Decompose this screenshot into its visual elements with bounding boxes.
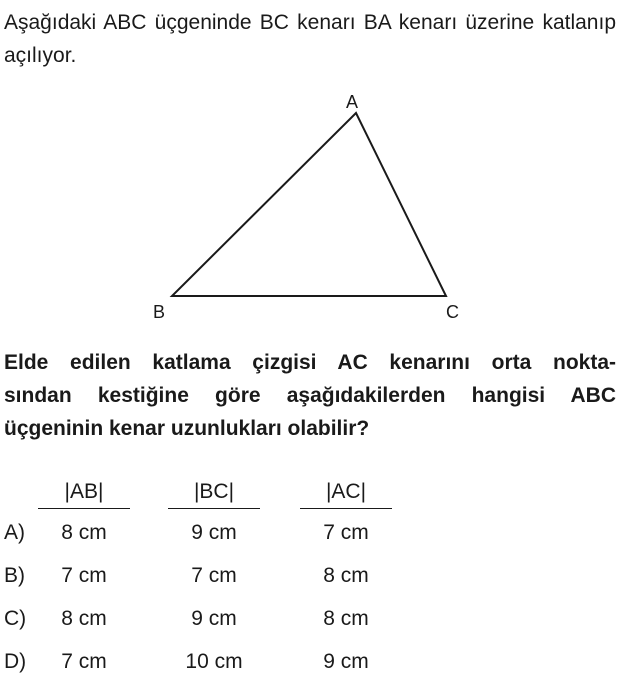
option-d-ac: 9 cm xyxy=(323,650,369,673)
question-line-2: sından kestiğine göre aşağıdakilerden hangisi ABC xyxy=(4,384,616,407)
option-b-ac: 8 cm xyxy=(323,564,369,587)
vertex-label-a: A xyxy=(346,92,359,112)
vertex-label-b: B xyxy=(153,302,166,322)
option-c-bc: 9 cm xyxy=(191,607,237,630)
column-header-ac: |AC| xyxy=(325,480,367,503)
problem-intro: Aşağıdaki ABC üçgeninde BC kenarı BA kenarı üzerine katlanıp açılıyor. xyxy=(4,11,616,67)
option-letter-c[interactable]: C) xyxy=(4,607,27,630)
option-letter-a[interactable]: A) xyxy=(4,521,25,544)
option-b-ab: 7 cm xyxy=(61,564,107,587)
option-c-ab: 8 cm xyxy=(61,607,107,630)
column-rule-ac xyxy=(300,508,392,509)
question-line-3: üçgeninin kenar uzunlukları olabilir? xyxy=(4,417,370,440)
column-header-bc: |BC| xyxy=(193,480,235,503)
option-a-ab: 8 cm xyxy=(61,521,107,544)
option-d-bc: 10 cm xyxy=(185,650,243,673)
column-rule-ab xyxy=(38,508,130,509)
option-d-ab: 7 cm xyxy=(61,650,107,673)
question-text xyxy=(4,346,616,445)
option-letter-d[interactable]: D) xyxy=(4,650,27,673)
question-line-1: Elde edilen katlama çizgisi AC kenarını orta nokta- xyxy=(4,351,616,374)
option-a-bc: 9 cm xyxy=(191,521,237,544)
column-rule-bc xyxy=(168,508,260,509)
option-a-ac: 7 cm xyxy=(323,521,369,544)
vertex-label-c: C xyxy=(446,302,459,322)
triangle-abc xyxy=(172,113,446,296)
option-b-bc: 7 cm xyxy=(191,564,237,587)
column-header-ab: |AB| xyxy=(64,480,104,503)
triangle-figure xyxy=(0,0,622,340)
option-c-ac: 8 cm xyxy=(323,607,369,630)
option-letter-b[interactable]: B) xyxy=(4,564,25,587)
